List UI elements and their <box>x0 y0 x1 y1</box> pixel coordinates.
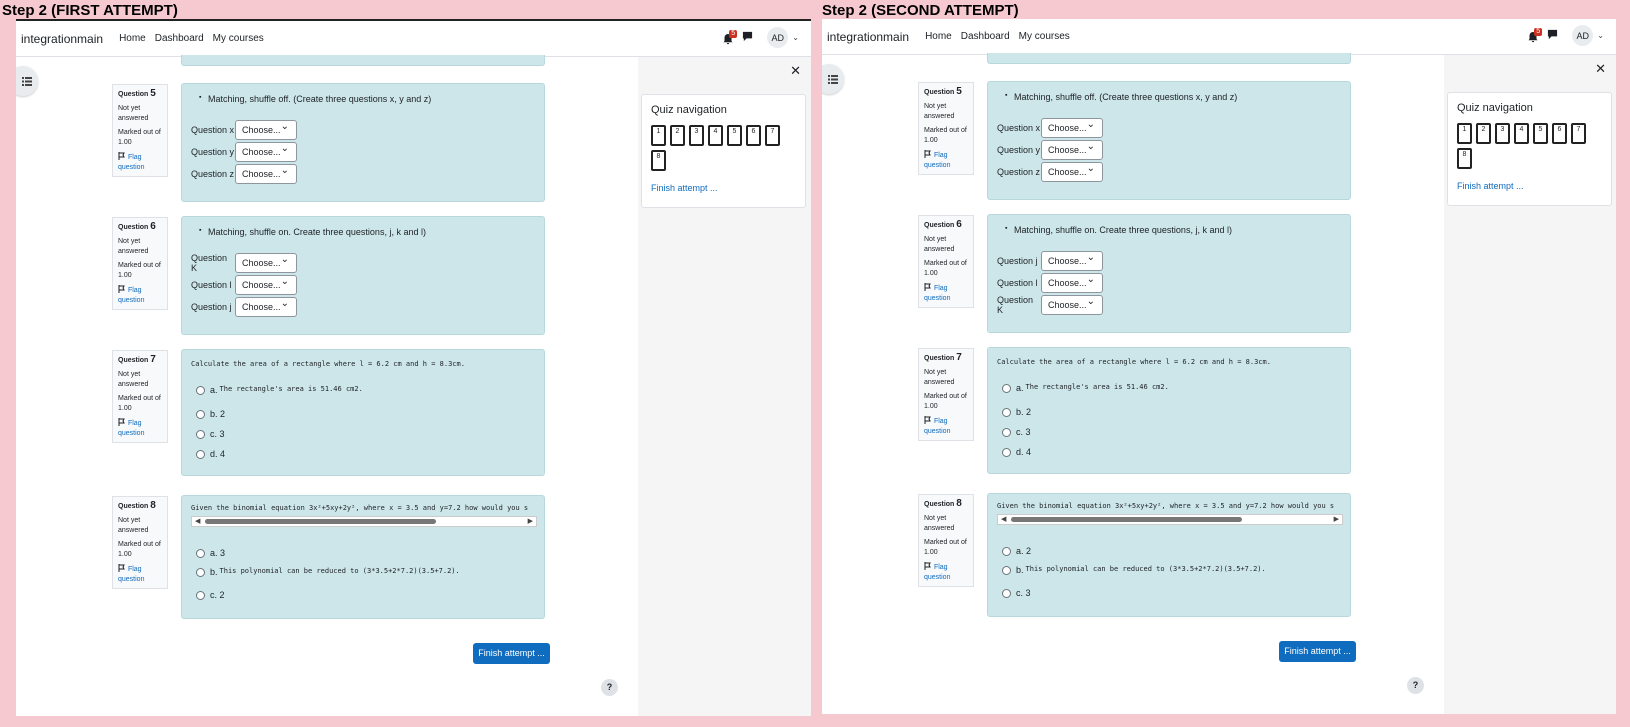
match-select[interactable]: Choose... ⌄ <box>1041 162 1103 182</box>
question-content-7 <box>181 349 545 476</box>
question-content-6 <box>181 216 545 335</box>
close-icon[interactable]: ✕ <box>1595 61 1606 76</box>
quiz-navigation-title: Quiz navigation <box>651 104 727 116</box>
question-info-7 <box>918 348 974 441</box>
nav-home[interactable]: Home <box>119 33 146 44</box>
question-state: Not yet answered <box>118 238 149 255</box>
question-content-7 <box>987 347 1351 474</box>
answer-text: The rectangle's area is 51.46 cm2. <box>219 385 363 393</box>
match-label: Question z <box>997 167 1041 177</box>
answer-key: b. <box>1016 407 1024 417</box>
answer-option-a <box>1002 383 1169 393</box>
answer-radio[interactable] <box>196 450 205 459</box>
answer-radio[interactable] <box>1002 589 1011 598</box>
notifications-button[interactable] <box>1527 28 1543 44</box>
match-row <box>997 140 1103 160</box>
question-mark: Marked out of 1.00 <box>924 260 967 277</box>
answer-option-b <box>1002 407 1031 417</box>
match-label: Question l <box>191 280 232 290</box>
answer-option-d <box>1002 447 1031 457</box>
question-mark: Marked out of 1.00 <box>118 262 161 279</box>
site-brand[interactable]: integrationmain <box>21 31 104 46</box>
answer-key: d. <box>1016 447 1024 457</box>
question-info-8 <box>112 496 168 589</box>
match-select[interactable]: Choose... ⌄ <box>235 275 297 295</box>
answer-radio[interactable] <box>196 568 205 577</box>
match-label: Question x <box>997 123 1041 133</box>
question-mark: Marked out of 1.00 <box>118 129 161 146</box>
scroll-left-icon[interactable]: ◀ <box>1001 516 1007 523</box>
finish-attempt-button[interactable]: Finish attempt ... <box>1279 641 1356 662</box>
answer-option-b <box>1002 565 1266 575</box>
question-state: Not yet answered <box>924 515 955 532</box>
answer-radio[interactable] <box>196 591 205 600</box>
quiz-nav-button[interactable]: 3 <box>1495 123 1510 144</box>
scroll-right-icon[interactable]: ▶ <box>527 518 533 525</box>
horizontal-scrollbar[interactable] <box>997 514 1343 525</box>
question-content-6 <box>987 214 1351 333</box>
nav-my-courses[interactable]: My courses <box>212 33 264 44</box>
match-label: Question x <box>191 125 235 135</box>
question-state: Not yet answered <box>118 371 149 388</box>
answer-key: b. <box>210 409 218 419</box>
quiz-nav-button[interactable]: 2 <box>670 125 685 146</box>
answer-text: 2 <box>219 590 225 600</box>
answer-option-c <box>196 590 225 600</box>
quiz-drawer <box>638 57 811 716</box>
nav-dashboard[interactable]: Dashboard <box>960 31 1010 42</box>
flag-question-link[interactable]: Flag question <box>118 287 145 304</box>
finish-attempt-link[interactable]: Finish attempt ... <box>651 183 718 193</box>
quiz-nav-buttons <box>651 125 801 175</box>
nav-dashboard[interactable]: Dashboard <box>154 33 204 44</box>
question-number: Question 5 <box>924 86 962 97</box>
scrollbar-thumb[interactable] <box>1011 517 1242 522</box>
answer-text: 4 <box>220 449 226 459</box>
match-row <box>997 118 1103 138</box>
horizontal-scrollbar[interactable] <box>191 516 537 527</box>
answer-option-d <box>196 449 225 459</box>
notifications-button[interactable] <box>722 30 738 46</box>
answer-radio[interactable] <box>1002 408 1011 417</box>
answer-key: b. <box>1016 565 1024 575</box>
answer-option-a <box>196 385 363 395</box>
answer-key: a. <box>210 385 218 395</box>
navbar <box>16 21 811 57</box>
quiz-nav-button[interactable]: 1 <box>1457 123 1472 144</box>
answer-key: d. <box>210 449 218 459</box>
scrollbar-thumb[interactable] <box>205 519 436 524</box>
close-icon[interactable]: ✕ <box>790 63 801 78</box>
question-info-6 <box>112 217 168 310</box>
match-row <box>191 142 297 162</box>
match-label: Question K <box>191 253 228 273</box>
answer-option-a <box>1002 546 1031 556</box>
answer-radio[interactable] <box>196 430 205 439</box>
quiz-nav-button[interactable]: 8 <box>1457 148 1472 169</box>
messages-button[interactable] <box>1547 26 1572 45</box>
answer-radio[interactable] <box>196 386 205 395</box>
answer-option-b <box>196 567 460 577</box>
flag-icon <box>118 564 126 572</box>
match-row <box>997 273 1103 293</box>
match-select[interactable]: Choose... ⌄ <box>235 253 297 273</box>
answer-option-c <box>196 429 225 439</box>
screenshot-panel-first <box>16 19 811 716</box>
match-label: Question z <box>191 169 235 179</box>
course-index-toggle[interactable] <box>822 64 844 94</box>
question-text: Given the binomial equation 3x²+5xy+2y², where x = 3.5 and y=7.2 how would you s <box>997 502 1335 510</box>
question-state: Not yet answered <box>924 369 955 386</box>
notification-count-badge: 5 <box>731 29 736 37</box>
answer-text: This polynomial can be reduced to (3*3.5+2*7.2)(3.5+7.2). <box>219 567 460 575</box>
chat-icon <box>1547 29 1558 40</box>
question-info-8 <box>918 494 974 587</box>
answer-text: 2 <box>1026 546 1032 556</box>
question-state: Not yet answered <box>924 236 955 253</box>
match-row <box>191 164 297 184</box>
question-content-5 <box>181 83 545 202</box>
question-text: Given the binomial equation 3x²+5xy+2y², where x = 3.5 and y=7.2 how would you s <box>191 504 529 512</box>
flag-question-link[interactable]: Flag question <box>118 154 145 171</box>
answer-radio[interactable] <box>196 410 205 419</box>
question-content-8 <box>987 493 1351 617</box>
answer-text: 3 <box>1025 588 1031 598</box>
match-select[interactable]: Choose... ⌄ <box>235 164 297 184</box>
answer-radio[interactable] <box>1002 566 1011 575</box>
question-text: ▪ Matching, shuffle off. (Create three questions x, y and z) <box>1014 92 1237 102</box>
answer-option-c <box>1002 588 1031 598</box>
user-menu-area <box>1527 25 1604 46</box>
match-select[interactable]: Choose... ⌄ <box>1041 140 1103 160</box>
match-select[interactable]: Choose... ⌄ <box>235 142 297 162</box>
scroll-right-icon[interactable]: ▶ <box>1333 516 1339 523</box>
question-mark: Marked out of 1.00 <box>118 395 161 412</box>
scroll-left-icon[interactable]: ◀ <box>195 518 201 525</box>
match-row <box>191 275 297 295</box>
list-icon <box>22 77 32 86</box>
question-content-5 <box>987 81 1351 200</box>
question-number: Question 5 <box>118 88 156 99</box>
avatar[interactable]: AD <box>767 27 788 48</box>
help-button[interactable]: ? <box>1407 677 1424 694</box>
quiz-nav-button[interactable]: 6 <box>1552 123 1567 144</box>
notification-count-badge: 5 <box>1536 27 1541 35</box>
question-info-6 <box>918 215 974 308</box>
chat-icon <box>742 31 753 42</box>
answer-option-a <box>196 548 225 558</box>
answer-key: b. <box>210 567 218 577</box>
flag-question-link[interactable]: Flag question <box>118 566 145 583</box>
match-label: Question K <box>997 295 1034 315</box>
quiz-nav-button[interactable]: 7 <box>765 125 780 146</box>
question-info-5 <box>112 84 168 177</box>
match-select[interactable]: Choose... ⌄ <box>235 120 297 140</box>
answer-radio[interactable] <box>1002 384 1011 393</box>
question-number: Question 7 <box>118 354 156 365</box>
flag-icon <box>118 285 126 293</box>
match-label: Question j <box>191 302 232 312</box>
match-row <box>191 253 297 273</box>
answer-key: a. <box>1016 383 1024 393</box>
messages-button[interactable] <box>742 28 767 47</box>
flag-question-link[interactable]: Flag question <box>924 152 951 169</box>
flag-icon <box>118 152 126 160</box>
site-brand[interactable]: integrationmain <box>827 29 910 44</box>
question-info-7 <box>112 350 168 443</box>
quiz-nav-button[interactable]: 7 <box>1571 123 1586 144</box>
quiz-nav-button[interactable]: 5 <box>727 125 742 146</box>
screenshot-panel-second <box>822 19 1616 714</box>
question-number: Question 7 <box>924 352 962 363</box>
match-select[interactable]: Choose... ⌄ <box>1041 273 1103 293</box>
question-mark: Marked out of 1.00 <box>924 539 967 556</box>
answer-radio[interactable] <box>1002 448 1011 457</box>
match-select[interactable]: Choose... ⌄ <box>1041 118 1103 138</box>
quiz-nav-button[interactable]: 8 <box>651 150 666 171</box>
answer-text: 3 <box>220 548 226 558</box>
question-number: Question 6 <box>924 219 962 230</box>
help-button[interactable]: ? <box>601 679 618 696</box>
flag-icon <box>118 418 126 426</box>
flag-question-link[interactable]: Flag question <box>118 420 145 437</box>
answer-key: c. <box>210 590 218 600</box>
match-label: Question y <box>191 147 235 157</box>
quiz-navigation-block <box>1447 92 1612 206</box>
flag-icon <box>924 150 932 158</box>
quiz-navigation-title: Quiz navigation <box>1457 102 1533 114</box>
quiz-drawer <box>1444 55 1616 714</box>
user-menu-area <box>722 27 799 48</box>
question-text: ▪ Matching, shuffle on. Create three questions, j, k and l) <box>1014 225 1232 235</box>
nav-my-courses[interactable]: My courses <box>1018 31 1070 42</box>
question-mark: Marked out of 1.00 <box>924 127 967 144</box>
answer-text: 4 <box>1026 447 1032 457</box>
panel-caption-first: Step 2 (FIRST ATTEMPT) <box>2 2 178 19</box>
flag-question-link[interactable]: Flag question <box>924 418 951 435</box>
flag-icon <box>924 562 932 570</box>
finish-attempt-link[interactable]: Finish attempt ... <box>1457 181 1524 191</box>
quiz-nav-button[interactable]: 6 <box>746 125 761 146</box>
match-label: Question y <box>997 145 1041 155</box>
question-state: Not yet answered <box>118 105 149 122</box>
flag-question-link[interactable]: Flag question <box>924 285 951 302</box>
quiz-navigation-block <box>641 94 806 208</box>
question-number: Question 8 <box>118 500 156 511</box>
answer-radio[interactable] <box>1002 428 1011 437</box>
answer-radio[interactable] <box>1002 547 1011 556</box>
question-number: Question 8 <box>924 498 962 509</box>
question-text: ▪ Matching, shuffle off. (Create three questions x, y and z) <box>208 94 431 104</box>
answer-key: c. <box>210 429 218 439</box>
quiz-nav-button[interactable]: 5 <box>1533 123 1548 144</box>
match-select[interactable]: Choose... ⌄ <box>1041 251 1103 271</box>
quiz-nav-button[interactable]: 2 <box>1476 123 1491 144</box>
finish-attempt-button[interactable]: Finish attempt ... <box>473 643 550 664</box>
navbar <box>822 19 1616 55</box>
question-content-8 <box>181 495 545 619</box>
match-label: Question j <box>997 256 1038 266</box>
list-icon <box>828 75 838 84</box>
answer-text: 2 <box>1026 407 1032 417</box>
quiz-nav-button[interactable]: 4 <box>1514 123 1529 144</box>
match-row <box>997 295 1103 315</box>
answer-option-c <box>1002 427 1031 437</box>
question-mark: Marked out of 1.00 <box>924 393 967 410</box>
question-mark: Marked out of 1.00 <box>118 541 161 558</box>
answer-radio[interactable] <box>196 549 205 558</box>
flag-icon <box>924 283 932 291</box>
answer-text: This polynomial can be reduced to (3*3.5+2*7.2)(3.5+7.2). <box>1025 565 1266 573</box>
flag-icon <box>924 416 932 424</box>
question-info-5 <box>918 82 974 175</box>
answer-key: c. <box>1016 427 1024 437</box>
avatar[interactable]: AD <box>1572 25 1593 46</box>
previous-question-edge <box>181 55 545 66</box>
answer-option-b <box>196 409 225 419</box>
answer-text: The rectangle's area is 51.46 cm2. <box>1025 383 1169 391</box>
question-text: ▪ Matching, shuffle on. Create three questions, j, k and l) <box>208 227 426 237</box>
answer-key: c. <box>1016 588 1024 598</box>
quiz-nav-button[interactable]: 3 <box>689 125 704 146</box>
quiz-nav-buttons <box>1457 123 1607 173</box>
answer-key: a. <box>1016 546 1024 556</box>
quiz-nav-button[interactable]: 1 <box>651 125 666 146</box>
match-select[interactable]: Choose... ⌄ <box>1041 295 1103 315</box>
answer-text: 2 <box>220 409 226 419</box>
course-index-toggle[interactable] <box>16 66 38 96</box>
answer-text: 3 <box>219 429 225 439</box>
question-number: Question 6 <box>118 221 156 232</box>
match-label: Question l <box>997 278 1038 288</box>
nav-home[interactable]: Home <box>925 31 952 42</box>
match-row <box>191 120 297 140</box>
answer-text: 3 <box>1025 427 1031 437</box>
question-state: Not yet answered <box>924 103 955 120</box>
question-state: Not yet answered <box>118 517 149 534</box>
match-row <box>191 297 297 317</box>
previous-question-edge <box>987 53 1351 64</box>
question-text: Calculate the area of a rectangle where l = 6.2 cm and h = 8.3cm. <box>191 360 465 368</box>
panel-caption-second: Step 2 (SECOND ATTEMPT) <box>822 2 1019 19</box>
question-text: Calculate the area of a rectangle where l = 6.2 cm and h = 8.3cm. <box>997 358 1271 366</box>
chevron-down-icon[interactable]: ⌄ <box>792 33 799 42</box>
match-row <box>997 162 1103 182</box>
quiz-nav-button[interactable]: 4 <box>708 125 723 146</box>
chevron-down-icon[interactable]: ⌄ <box>1597 31 1604 40</box>
answer-key: a. <box>210 548 218 558</box>
match-select[interactable]: Choose... ⌄ <box>235 297 297 317</box>
flag-question-link[interactable]: Flag question <box>924 564 951 581</box>
match-row <box>997 251 1103 271</box>
